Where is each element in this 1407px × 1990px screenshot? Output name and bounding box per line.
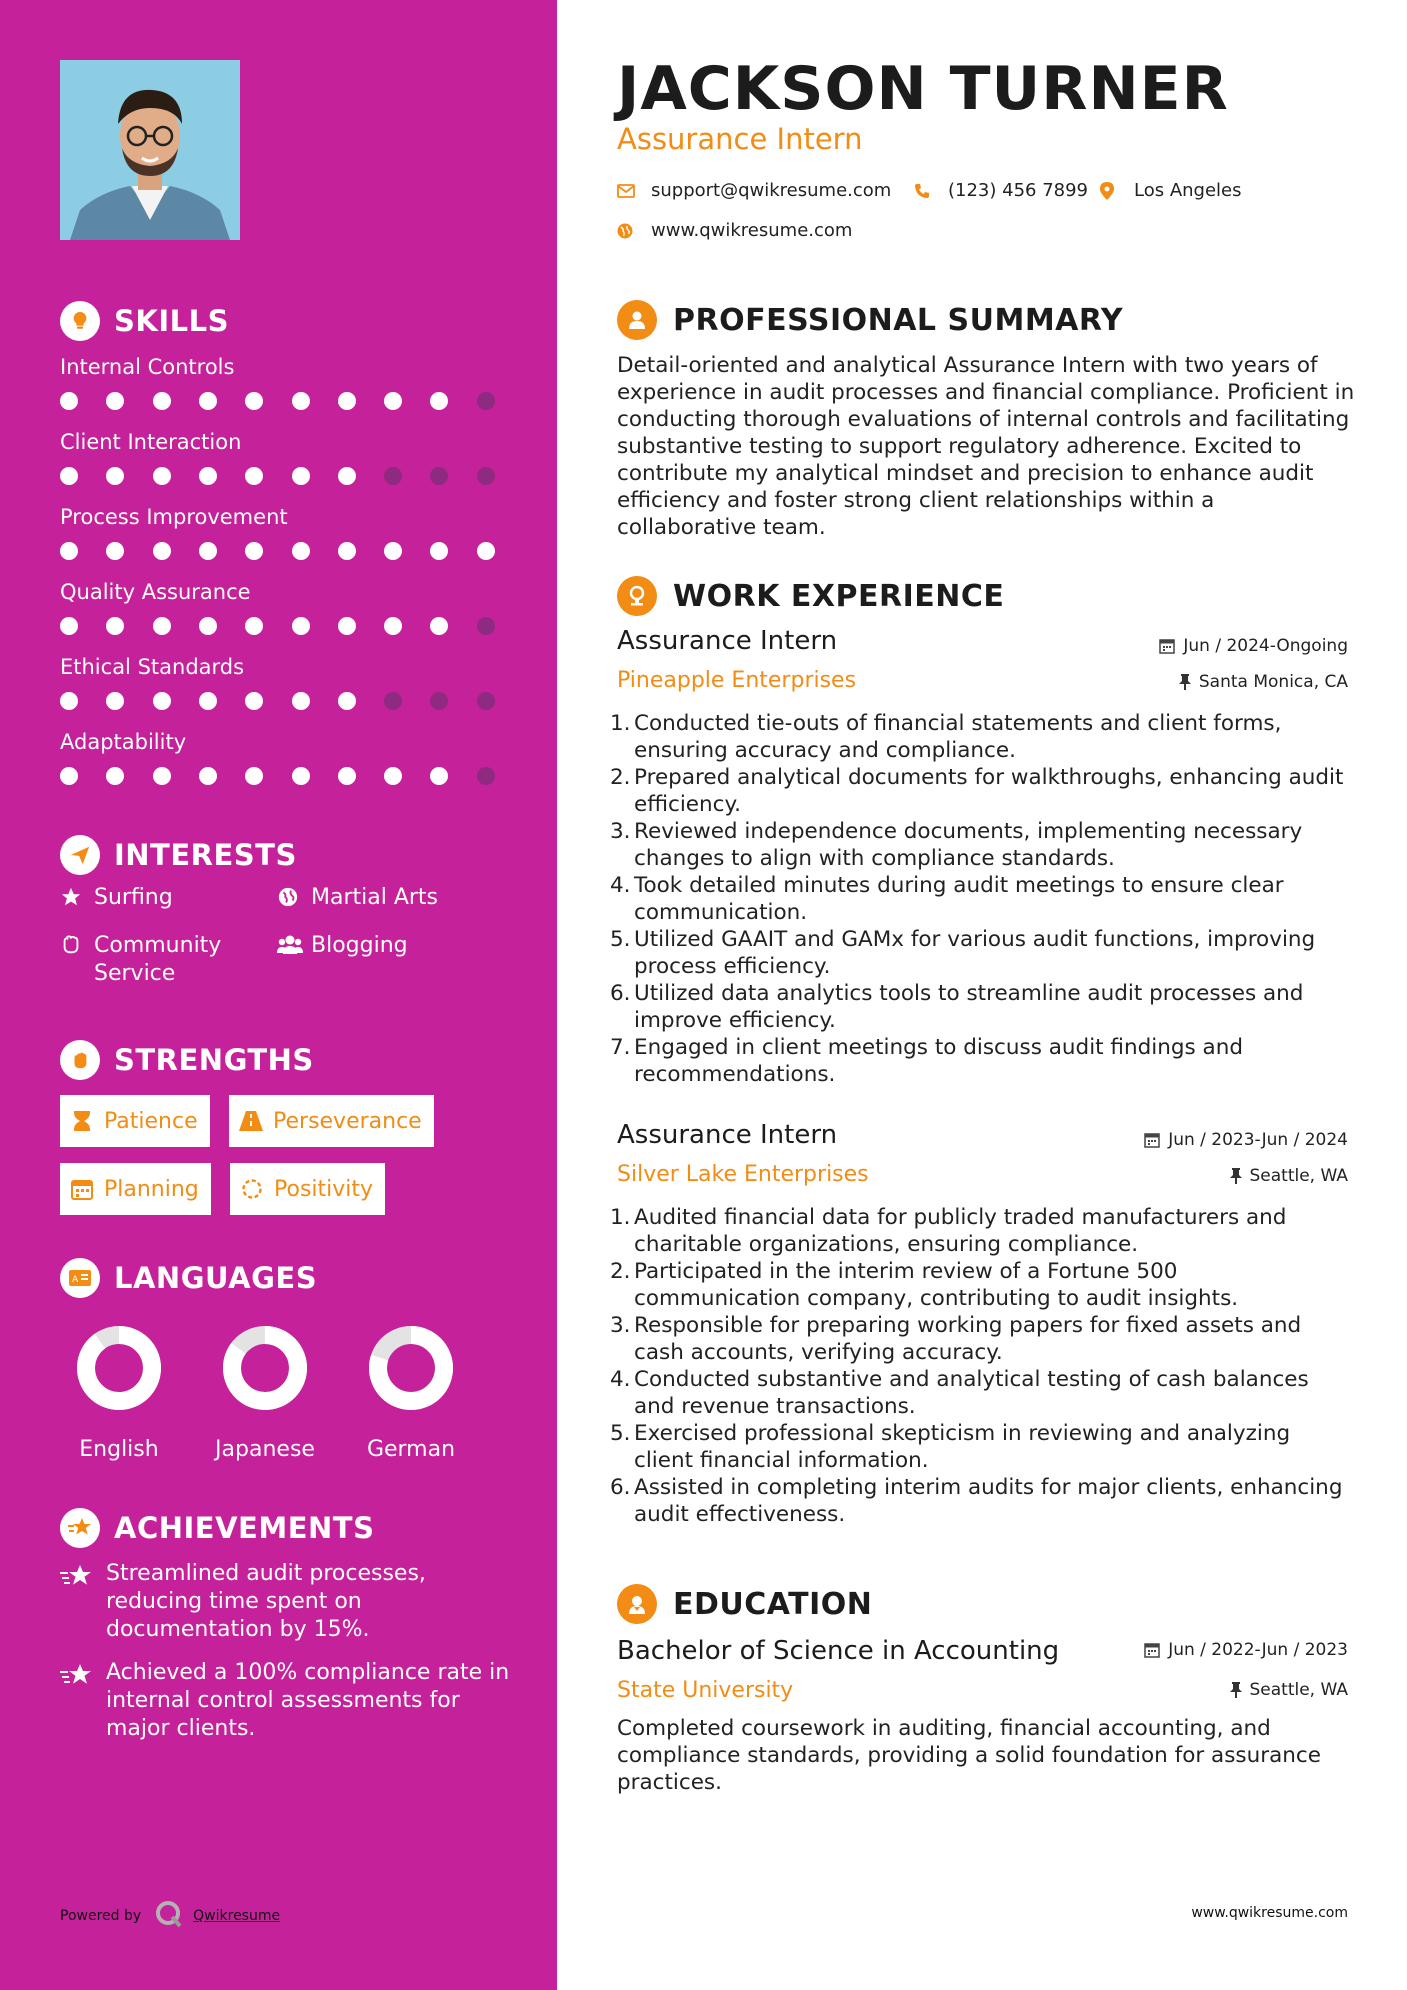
- skill-dot-filled: [106, 692, 124, 710]
- skill-dot-filled: [430, 767, 448, 785]
- interest-item: [277, 884, 438, 916]
- job-bullet: 1. Conducted tie-outs of financial statements and client forms, ensuring accuracy and compliance.: [610, 711, 1282, 763]
- contact-email[interactable]: [617, 180, 891, 201]
- location-text: Los Angeles: [1134, 180, 1242, 201]
- job-dates-text: Jun / 2024-Ongoing: [1183, 636, 1348, 656]
- achievement-text: Streamlined audit processes, reducing time spent on documentation by 15%.: [106, 1561, 426, 1642]
- achievement-text: Achieved a 100% compliance rate in internal control assessments for major clients.: [106, 1660, 510, 1741]
- skill-dot-empty: [477, 467, 495, 485]
- job-company: Silver Lake Enterprises: [617, 1162, 869, 1187]
- skill-dot-filled: [245, 467, 263, 485]
- fist-icon: [60, 1040, 100, 1080]
- job-bullet: 4. Conducted substantive and analytical testing of cash balances and revenue transactions.: [610, 1367, 1309, 1419]
- skill-dot-filled: [338, 392, 356, 410]
- strength-badge: [230, 1163, 385, 1215]
- interest-label: Martial Arts: [311, 885, 439, 910]
- skill-dot-filled: [199, 542, 217, 560]
- skill-dot-filled: [338, 467, 356, 485]
- skill-dot-empty: [477, 692, 495, 710]
- skill-dot-filled: [60, 692, 78, 710]
- profile-photo: [60, 60, 240, 240]
- skill-dot-empty: [430, 692, 448, 710]
- interest-item: [60, 932, 240, 988]
- skill-dot-filled: [245, 617, 263, 635]
- skill-dot-filled: [338, 767, 356, 785]
- map-pin-icon: [1100, 182, 1122, 200]
- skill-dot-filled: [292, 542, 310, 560]
- skill-dot-filled: [384, 392, 402, 410]
- contact-location: [1100, 180, 1242, 201]
- skill-dot-filled: [338, 617, 356, 635]
- paper-plane-icon: [60, 835, 100, 875]
- job-dates-text: Jun / 2023-Jun / 2024: [1168, 1130, 1348, 1150]
- skill-dot-filled: [106, 467, 124, 485]
- job-bullet: 1. Audited financial data for publicly traded manufacturers and charitable organizations, ensuring compliance.: [610, 1205, 1287, 1257]
- award-star-icon: [60, 1508, 100, 1548]
- envelope-icon: [617, 184, 639, 198]
- job-bullet: 4. Took detailed minutes during audit meetings to ensure clear communication.: [610, 873, 1284, 925]
- phone-text: (123) 456 7899: [948, 180, 1089, 201]
- interests-header: [60, 834, 297, 876]
- language-item: [64, 1325, 174, 1462]
- education-title: EDUCATION: [673, 1586, 873, 1622]
- job-bullet: 6. Assisted in completing interim audits for major clients, enhancing audit effectiveness.: [610, 1475, 1343, 1527]
- education-description: Completed coursework in auditing, financial accounting, and compliance standards, providing a solid foundation for assurance practices.: [617, 1716, 1321, 1795]
- skill-dot-filled: [292, 467, 310, 485]
- job-title: Assurance Intern: [617, 1120, 838, 1150]
- skill-dot-filled: [106, 617, 124, 635]
- pushpin-icon: [1230, 1168, 1242, 1184]
- job-dates: [1144, 1130, 1348, 1150]
- language-ring: [222, 1325, 308, 1411]
- powered-by: [60, 1900, 280, 1932]
- skills-header: [60, 300, 229, 342]
- skill-item: [60, 577, 500, 637]
- summary-text: Detail-oriented and analytical Assurance Intern with two years of experience in audit processes and financial compliance. Proficient in conducting thorough evaluations of internal controls and facilitating substantive testing to support regulatory adherence. Excited to contribute my analytical mindset and precision to enhance audit efficiency and foster strong client relationships within a collaborative team.: [617, 353, 1355, 540]
- skill-dot-filled: [384, 542, 402, 560]
- skill-dot-filled: [477, 542, 495, 560]
- skill-rating: [60, 615, 500, 637]
- calendar-icon: [1144, 1132, 1160, 1148]
- skill-dot-filled: [60, 767, 78, 785]
- skill-dot-filled: [153, 467, 171, 485]
- experience-header: [617, 576, 1004, 616]
- skill-dot-filled: [153, 392, 171, 410]
- calendar-icon: [1159, 638, 1175, 654]
- user-icon: [617, 300, 657, 340]
- job-bullet: 2. Participated in the interim review of a Fortune 500 communication company, contributing to audit insights.: [610, 1259, 1239, 1311]
- languages-title: LANGUAGES: [114, 1261, 318, 1295]
- language-name: German: [366, 1437, 456, 1462]
- languages-header: [60, 1257, 317, 1299]
- star-icon: [60, 884, 84, 916]
- job-bullet: 5. Exercised professional skepticism in reviewing and analyzing client financial information.: [610, 1421, 1291, 1473]
- sidebar: [0, 0, 557, 1990]
- skill-name: Quality Assurance: [60, 580, 251, 604]
- globe-icon: [617, 223, 639, 239]
- job-bullet: 6. Utilized data analytics tools to streamline audit processes and improve efficiency.: [610, 981, 1304, 1033]
- skill-dot-filled: [384, 767, 402, 785]
- email-text: support@qwikresume.com: [651, 180, 892, 201]
- graduate-icon: [617, 1584, 657, 1624]
- strength-label: Positivity: [274, 1176, 374, 1202]
- skill-dot-filled: [338, 542, 356, 560]
- language-name: English: [79, 1437, 159, 1462]
- shooting-star-icon: [60, 1560, 94, 1644]
- calendar-icon: [1144, 1642, 1160, 1658]
- language-name: Japanese: [215, 1437, 315, 1462]
- strength-label: Planning: [104, 1176, 199, 1202]
- skill-item: [60, 652, 500, 712]
- skill-dot-filled: [430, 392, 448, 410]
- skill-dot-filled: [292, 692, 310, 710]
- education-dates: [1144, 1640, 1348, 1660]
- strength-label: Perseverance: [273, 1108, 422, 1134]
- interest-label: Community Service: [94, 933, 222, 986]
- skill-dot-filled: [338, 692, 356, 710]
- language-ring: [368, 1325, 454, 1411]
- skill-rating: [60, 690, 500, 712]
- job-location: [1230, 1166, 1349, 1186]
- skill-dot-filled: [430, 542, 448, 560]
- globe-icon: [277, 884, 301, 916]
- skill-rating: [60, 540, 500, 562]
- job-location-text: Seattle, WA: [1249, 1166, 1348, 1186]
- skill-dot-filled: [199, 692, 217, 710]
- education-location: [1230, 1680, 1349, 1700]
- skill-dot-filled: [199, 467, 217, 485]
- degree-title: Bachelor of Science in Accounting: [617, 1636, 1060, 1666]
- achievement-item: [60, 1659, 510, 1743]
- skill-dot-filled: [199, 767, 217, 785]
- skill-rating: [60, 465, 500, 487]
- skill-rating: [60, 765, 500, 787]
- shooting-star-icon: [60, 1659, 94, 1743]
- phone-icon: [914, 183, 936, 199]
- skill-dot-empty: [384, 467, 402, 485]
- job-dates: [1159, 636, 1348, 656]
- skill-dot-filled: [60, 392, 78, 410]
- skill-dot-filled: [292, 617, 310, 635]
- skill-rating: [60, 390, 500, 412]
- skill-name: Internal Controls: [60, 355, 235, 379]
- skill-dot-filled: [292, 392, 310, 410]
- strength-badge: [60, 1163, 211, 1215]
- language-item: [356, 1325, 466, 1462]
- skill-dot-filled: [60, 542, 78, 560]
- interest-item: [60, 884, 173, 916]
- hourglass-icon: [70, 1109, 94, 1133]
- language-item: [210, 1325, 320, 1462]
- interest-label: Blogging: [311, 933, 408, 958]
- skill-dot-empty: [430, 467, 448, 485]
- summary-title: PROFESSIONAL SUMMARY: [673, 302, 1124, 338]
- candidate-role: Assurance Intern: [617, 122, 863, 156]
- lightbulb-icon: [60, 301, 100, 341]
- skill-dot-empty: [384, 692, 402, 710]
- skill-dot-filled: [153, 692, 171, 710]
- interest-label: Surfing: [94, 885, 173, 910]
- skill-dot-filled: [106, 542, 124, 560]
- qwikresume-link[interactable]: Qwikresume: [193, 1908, 281, 1924]
- education-location-text: Seattle, WA: [1249, 1680, 1348, 1700]
- contact-website[interactable]: [617, 220, 852, 241]
- strength-badge: [60, 1095, 210, 1147]
- job-title: Assurance Intern: [617, 626, 838, 656]
- skill-name: Adaptability: [60, 730, 187, 754]
- skill-dot-filled: [384, 617, 402, 635]
- skill-name: Ethical Standards: [60, 655, 245, 679]
- skills-title: SKILLS: [114, 304, 229, 338]
- job-location: [1179, 672, 1348, 692]
- school-name: State University: [617, 1678, 794, 1703]
- skill-dot-filled: [153, 767, 171, 785]
- skill-item: [60, 352, 500, 412]
- pushpin-icon: [1179, 674, 1191, 690]
- skill-dot-filled: [245, 542, 263, 560]
- skill-item: [60, 427, 500, 487]
- job-bullets: [610, 1204, 1350, 1528]
- skill-dot-filled: [245, 767, 263, 785]
- skill-dot-filled: [153, 542, 171, 560]
- powered-by-label: Powered by: [60, 1908, 142, 1924]
- skill-dot-filled: [106, 392, 124, 410]
- skill-dot-filled: [245, 692, 263, 710]
- spinner-icon: [240, 1177, 264, 1201]
- language-icon: [60, 1258, 100, 1298]
- skill-dot-filled: [60, 617, 78, 635]
- job-bullet: 5. Utilized GAAIT and GAMx for various audit functions, improving process efficiency.: [610, 927, 1316, 979]
- contact-phone[interactable]: [914, 180, 1088, 201]
- strengths-title: STRENGTHS: [114, 1043, 314, 1077]
- skill-dot-filled: [106, 767, 124, 785]
- skill-dot-filled: [292, 767, 310, 785]
- skill-dot-filled: [153, 617, 171, 635]
- skill-name: Client Interaction: [60, 430, 242, 454]
- education-dates-text: Jun / 2022-Jun / 2023: [1168, 1640, 1348, 1660]
- footer-website-link[interactable]: www.qwikresume.com: [1191, 1905, 1348, 1921]
- road-icon: [239, 1109, 263, 1133]
- skill-item: [60, 502, 500, 562]
- users-icon: [277, 932, 301, 964]
- interests-title: INTERESTS: [114, 838, 297, 872]
- language-ring: [76, 1325, 162, 1411]
- job-bullets: [610, 710, 1350, 1088]
- achievement-item: [60, 1560, 510, 1644]
- qwikresume-logo-icon: [155, 1900, 183, 1932]
- achievements-title: ACHIEVEMENTS: [114, 1511, 375, 1545]
- skill-dot-filled: [430, 617, 448, 635]
- skill-dot-filled: [245, 392, 263, 410]
- job-bullet: 3. Responsible for preparing working papers for fixed assets and cash accounts, verifying accuracy.: [610, 1313, 1302, 1365]
- summary-header: [617, 300, 1123, 340]
- candidate-name: JACKSON TURNER: [617, 54, 1229, 124]
- skill-dot-empty: [477, 767, 495, 785]
- skill-item: [60, 727, 500, 787]
- job-bullet: 2. Prepared analytical documents for walkthroughs, enhancing audit efficiency.: [610, 765, 1344, 817]
- strengths-header: [60, 1039, 314, 1081]
- hand-icon: [60, 932, 84, 988]
- job-bullet: 3. Reviewed independence documents, implementing necessary changes to align with compliance standards.: [610, 819, 1303, 871]
- strength-label: Patience: [104, 1108, 198, 1134]
- pushpin-icon: [1230, 1682, 1242, 1698]
- website-text: www.qwikresume.com: [651, 220, 853, 241]
- skill-dot-empty: [477, 617, 495, 635]
- job-location-text: Santa Monica, CA: [1198, 672, 1348, 692]
- job-company: Pineapple Enterprises: [617, 668, 857, 693]
- strength-badge: [229, 1095, 434, 1147]
- skill-dot-empty: [477, 392, 495, 410]
- achievements-header: [60, 1507, 374, 1549]
- education-header: [617, 1584, 872, 1624]
- skill-dot-filled: [60, 467, 78, 485]
- job-bullet: 7. Engaged in client meetings to discuss audit findings and recommendations.: [610, 1035, 1243, 1087]
- skill-name: Process Improvement: [60, 505, 288, 529]
- skill-dot-filled: [199, 617, 217, 635]
- svg-text:A: A: [72, 1275, 79, 1285]
- experience-title: WORK EXPERIENCE: [673, 578, 1005, 614]
- calendar-icon: [70, 1177, 94, 1201]
- briefcase-icon: [617, 576, 657, 616]
- interest-item: [277, 932, 408, 964]
- skill-dot-filled: [199, 392, 217, 410]
